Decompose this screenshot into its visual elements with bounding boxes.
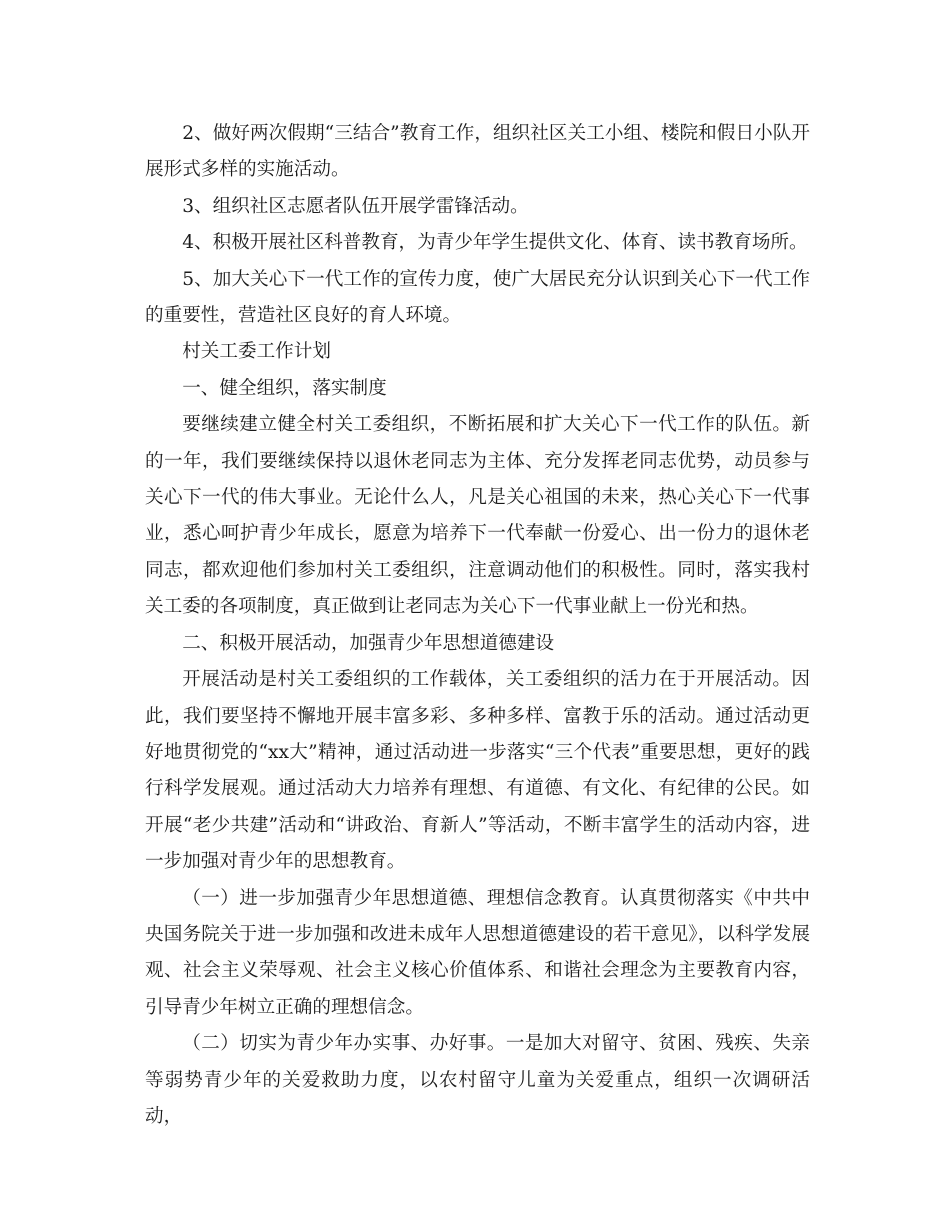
heading-2: 二、积极开展活动，加强青少年思想道德建设 xyxy=(182,632,555,654)
list-item-3: 3、组织社区志愿者队伍开展学雷锋活动。 xyxy=(182,195,529,217)
list-item-4: 4、积极开展社区科普教育，为青少年学生提供文化、体育、读书教育场所。 xyxy=(182,232,808,254)
body-paragraph: 要继续建立健全村关工委组织，不断拓展和扩大关心下一代工作的队伍。新的一年，我们要继续保持以退休老同志为主体、充分发挥老同志优势，动员参与关心下一代的伟大事业。无论什么人，凡是关心祖国的未来，热心关心下一代事业，悉心呵护青少年成长，愿意为培养下一代奉献一份爱心、出一份力的退休老同志，都欢迎他们参加村关工委组织，注意调动他们的积极性。同时，落实我村关工委的各项制度，真正做到让老同志为关心下一代事业献上一份光和热。 xyxy=(145,414,810,618)
body-paragraph: 开展活动是村关工委组织的工作载体，关工委组织的活力在于开展活动。因此，我们要坚持不懈地开展丰富多彩、多种多样、富教于乐的活动。通过活动更好地贯彻党的“xx大”精神，通过活动进一步落实“三个代表”重要思想，更好的践行科学发展观。通过活动大力培养有理想、有道德、有文化、有纪律的公民。如开展“老少共建”活动和“讲政治、育新人”等活动，不断丰富学生的活动内容，进一步加强对青少年的思想教育。 xyxy=(145,669,810,873)
sub-item-1: （一）进一步加强青少年思想道德、理想信念教育。认真贯彻落实《中共中央国务院关于进一步加强和改进未成年人思想道德建设的若干意见》，以科学发展观、社会主义荣辱观、社会主义核心价值体系、和谐社会理念为主要教育内容，引导青少年树立正确的理想信念。 xyxy=(145,887,810,1018)
document-body xyxy=(145,116,810,1135)
list-item-5: 5、加大关心下一代工作的宣传力度，使广大居民充分认识到关心下一代工作的重要性，营造社区良好的育人环境。 xyxy=(145,268,810,327)
section-title: 村关工委工作计划 xyxy=(182,341,331,363)
list-item-2: 2、做好两次假期“三结合”教育工作，组织社区关工小组、楼院和假日小队开展形式多样的实施活动。 xyxy=(145,123,810,181)
sub-item-2: （二）切实为青少年办实事、办好事。一是加大对留守、贫困、残疾、失亲等弱势青少年的关爱救助力度，以农村留守儿童为关爱重点，组织一次调研活动， xyxy=(145,1033,810,1127)
heading-1: 一、健全组织，落实制度 xyxy=(182,377,387,399)
